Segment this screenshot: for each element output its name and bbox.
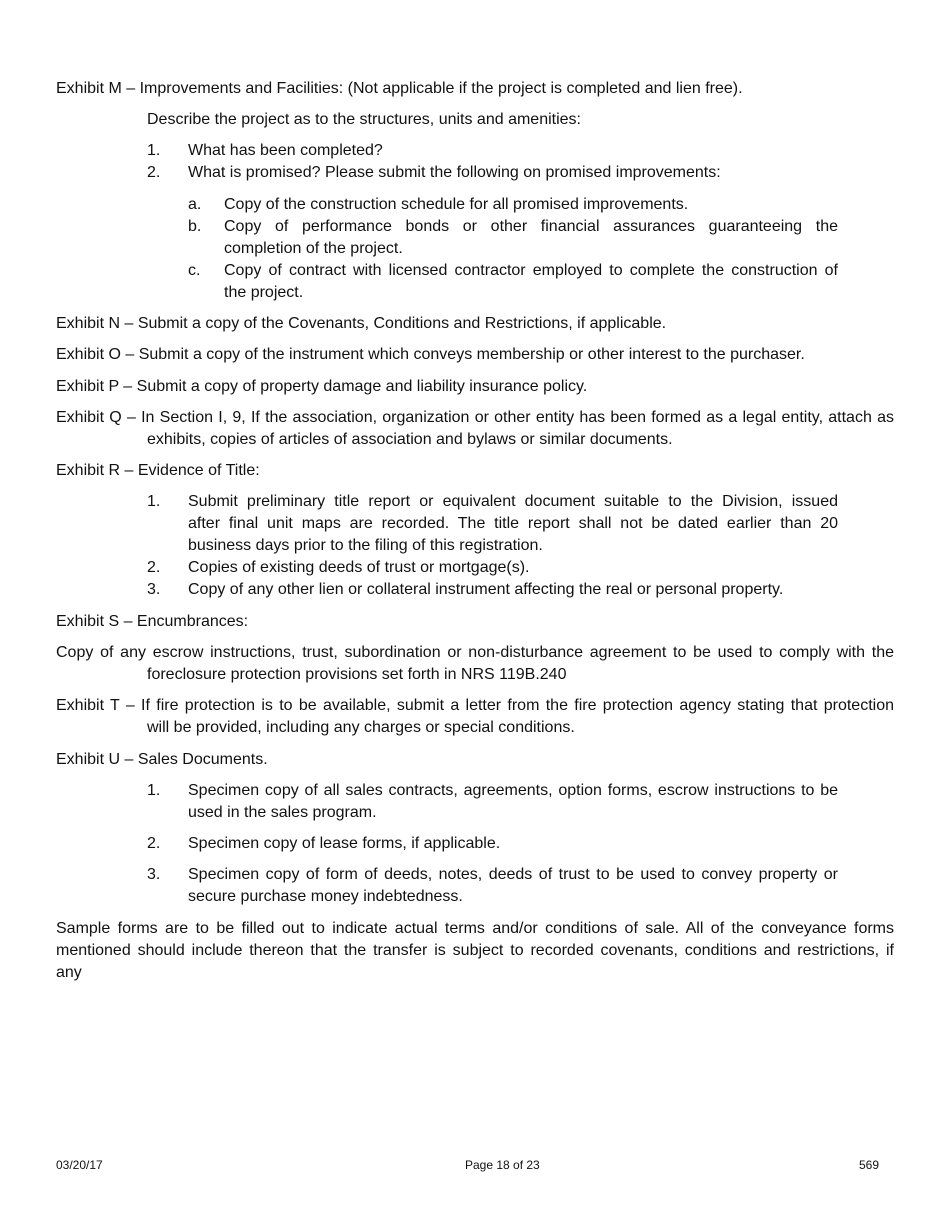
sub-item: Copy of contract with licensed contractor employed to complete the construction of [224, 262, 838, 279]
list-item: Copies of existing deeds of trust or mortgage(s). [188, 559, 530, 576]
exhibit-o: Exhibit O – Submit a copy of the instrument which conveys membership or other interest to the purchaser. [56, 346, 805, 363]
list-item: used in the sales program. [188, 804, 377, 821]
exhibit-r-heading: Exhibit R – Evidence of Title: [56, 462, 260, 479]
list-item: secure purchase money indebtedness. [188, 888, 463, 905]
exhibit-p: Exhibit P – Submit a copy of property damage and liability insurance policy. [56, 378, 588, 395]
list-item-number: 2. [147, 559, 161, 576]
list-item: Specimen copy of lease forms, if applicable. [188, 835, 501, 852]
exhibit-m-heading: Exhibit M – Improvements and Facilities: (Not applicable if the project is completed and lien free). [56, 80, 743, 97]
sub-item: the project. [224, 284, 304, 301]
list-item-number: 1. [147, 493, 161, 510]
closing-paragraph: any [56, 964, 82, 981]
list-item: Submit preliminary title report or equivalent document suitable to the Division, issued [188, 493, 838, 510]
list-item-number: 3. [147, 866, 161, 883]
list-item-number: 3. [147, 581, 161, 598]
list-item-number: 2. [147, 835, 161, 852]
exhibit-t: Exhibit T – If fire protection is to be available, submit a letter from the fire protection agency stating that protection [56, 697, 894, 714]
exhibit-m-intro: Describe the project as to the structures, units and amenities: [147, 111, 581, 128]
exhibit-q-continued: exhibits, copies of articles of association and bylaws or similar documents. [147, 431, 673, 448]
sub-item-letter: b. [188, 218, 202, 235]
exhibit-s-text: Copy of any escrow instructions, trust, subordination or non-disturbance agreement to be used to comply with the [56, 644, 894, 661]
list-item: What is promised? Please submit the following on promised improvements: [188, 164, 721, 181]
closing-paragraph: Sample forms are to be filled out to indicate actual terms and/or conditions of sale. All of the conveyance forms [56, 920, 894, 937]
list-item: after final unit maps are recorded. The title report shall not be dated earlier than 20 [188, 515, 838, 532]
sub-item-letter: a. [188, 196, 202, 213]
exhibit-q: Exhibit Q – In Section I, 9, If the association, organization or other entity has been formed as a legal entity, attach as [56, 409, 894, 426]
exhibit-u-heading: Exhibit U – Sales Documents. [56, 751, 268, 768]
sub-item-letter: c. [188, 262, 201, 279]
footer-date: 03/20/17 [56, 1158, 103, 1172]
exhibit-t-continued: will be provided, including any charges or special conditions. [147, 719, 575, 736]
footer-form-number: 569 [859, 1158, 880, 1172]
list-item: Specimen copy of form of deeds, notes, deeds of trust to be used to convey property or [188, 866, 838, 883]
list-item-number: 1. [147, 142, 161, 159]
exhibit-n: Exhibit N – Submit a copy of the Covenants, Conditions and Restrictions, if applicable. [56, 315, 667, 332]
list-item-number: 1. [147, 782, 161, 799]
list-item: What has been completed? [188, 142, 383, 159]
list-item-number: 2. [147, 164, 161, 181]
exhibit-s-text-continued: foreclosure protection provisions set forth in NRS 119B.240 [147, 666, 567, 683]
list-item: Copy of any other lien or collateral instrument affecting the real or personal property. [188, 581, 784, 598]
list-item: Specimen copy of all sales contracts, agreements, option forms, escrow instructions to be [188, 782, 838, 799]
sub-item: Copy of performance bonds or other financial assurances guaranteeing the [224, 218, 838, 235]
sub-item: Copy of the construction schedule for all promised improvements. [224, 196, 689, 213]
exhibit-s-heading: Exhibit S – Encumbrances: [56, 613, 249, 630]
closing-paragraph: mentioned should include thereon that the transfer is subject to recorded covenants, conditions and restrictions, if [56, 942, 894, 959]
list-item: business days prior to the filing of this registration. [188, 537, 543, 554]
footer-page-number: Page 18 of 23 [465, 1158, 540, 1172]
sub-item: completion of the project. [224, 240, 403, 257]
